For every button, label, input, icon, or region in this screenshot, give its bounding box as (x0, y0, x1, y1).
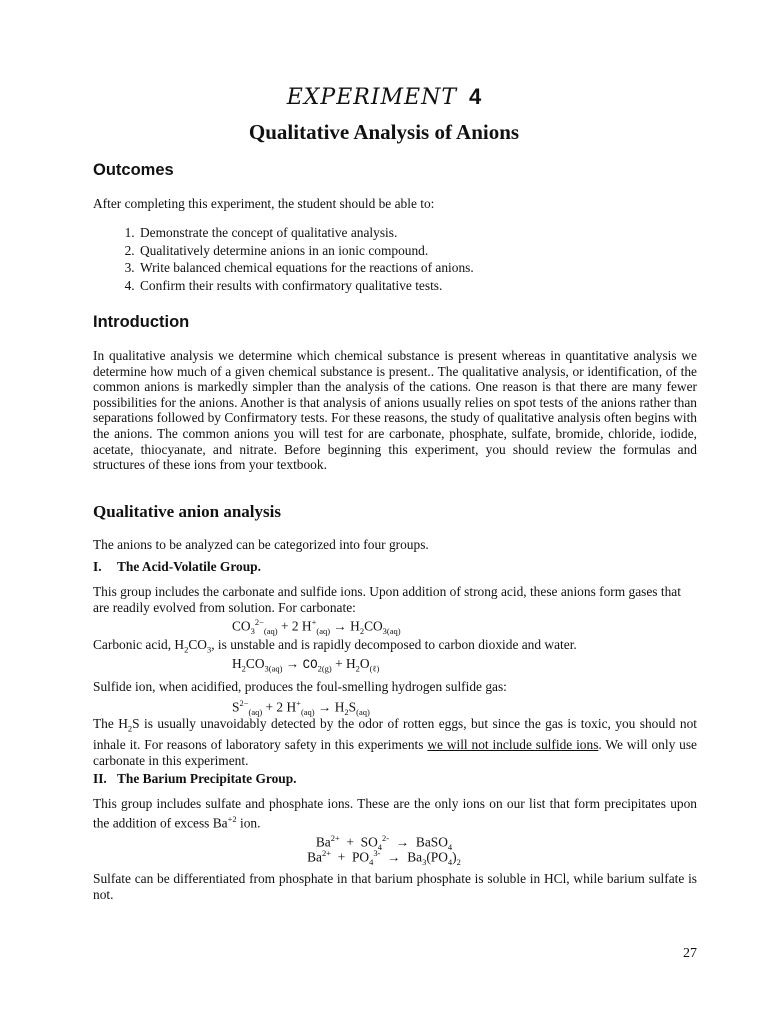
sulfide-exclusion-note: we will not include sulfide ions (427, 737, 599, 753)
outcomes-heading: Outcomes (93, 161, 174, 179)
page-number: 27 (683, 946, 697, 961)
experiment-number: 4 (469, 84, 482, 109)
analysis-intro: The anions to be analyzed can be categorized into four groups. (93, 537, 429, 552)
outcome-item: 1. Demonstrate the concept of qualitative analysis. (138, 224, 474, 242)
equation-barium-sulfate: $Ba^{2+} + SO_4^{2-}$ → BaSO$_4$ (315, 833, 453, 853)
experiment-title (0, 84, 768, 111)
group2-title: The Barium Precipitate Group. (117, 771, 297, 786)
outcomes-intro: After completing this experiment, the student should be able to: (93, 196, 435, 211)
group1-heading (93, 559, 261, 575)
page-subtitle: Qualitative Analysis of Anions (248, 120, 520, 144)
group2-heading (93, 771, 297, 787)
group1-paragraph-1: This group includes the carbonate and sulfide ions. Upon addition of strong acid, these anions form gases that are readily evolved from solution. For carbonate: (93, 584, 681, 615)
outcomes-list (93, 224, 474, 294)
group1-paragraph-3: Sulfide ion, when acidified, produces the foul-smelling hydrogen sulfide gas: (93, 679, 507, 694)
equation-barium-phosphate: $Ba^{2+} + PO_4^{3-} \to Ba_3(PO_4)_2$ (307, 848, 461, 868)
group2-number: II. (93, 771, 107, 786)
equation-sulfide-acid: $S^{2-}_{(aq)} + 2$ $H^+_{(aq)} \to H_2S_{(aq)}$ (232, 698, 370, 718)
outcome-item: 3. Write balanced chemical equations for the reactions of anions. (138, 259, 474, 277)
group1-paragraph-2: Carbonic acid, $H_2CO_3$, is unstable and is rapidly decomposed to carbon dioxide and water. (93, 637, 577, 655)
analysis-heading: Qualitative anion analysis (93, 502, 281, 521)
outcome-item: 4. Confirm their results with confirmatory qualitative tests. (138, 277, 474, 295)
group2-paragraph-1: This group includes sulfate and phosphate ions. These are the only ions on our list that form precipitates upon the addition of excess $Ba^{+2}$ ion. (93, 796, 697, 831)
introduction-paragraph: In qualitative analysis we determine which chemical substance is present whereas in quantitative analysis we determine how much of a given chemical substance is present.. The qualitative analysis, or identification, of the common anions is markedly simpler than the analysis of the cations. One reason is that there are many fewer possibilities for the anions. Another is that analysis of anions usually relies on spot tests of the anions rather than separations followed by Confirmatory tests. For these reasons, the study of qualitative analysis often begins with the anions. The common anions you will test for are carbonate, phosphate, sulfate, bromide, chloride, iodide, acetate, thiocyanate, and nitrate. Before beginning this experiment, you should review the formulas and structures of these ions from your textbook. (93, 348, 697, 473)
outcome-item: 2. Qualitatively determine anions in an ionic compound. (138, 242, 474, 260)
group1-paragraph-4: The $H_2S$ is usually unavoidably detected by the odor of rotten eggs, but since the gas is toxic, you should not inhale it. For reasons of laboratory safety in this experiments we will not include sulfide ions. We will only use carbonate in this experiment. (93, 716, 698, 768)
group2-paragraph-2: Sulfate can be differentiated from phosphate in that barium phosphate is soluble in HCl, while barium sulfate is not. (93, 871, 697, 902)
equation-carbonic-decomposition: $H_2CO_{3(aq)} \to CO_{2(g)} + H_2O_{(\ell)}$ (232, 656, 380, 674)
group1-number: I. (93, 559, 102, 574)
group1-title: The Acid-Volatile Group. (117, 559, 261, 574)
experiment-word: EXPERIMENT (286, 85, 458, 110)
equation-carbonate-acid: $CO_3^{2-}_{(aq)} + 2$ $H^+_{(aq)} \to H_2CO_{3(aq)}$ (232, 617, 401, 637)
introduction-heading: Introduction (93, 313, 190, 331)
